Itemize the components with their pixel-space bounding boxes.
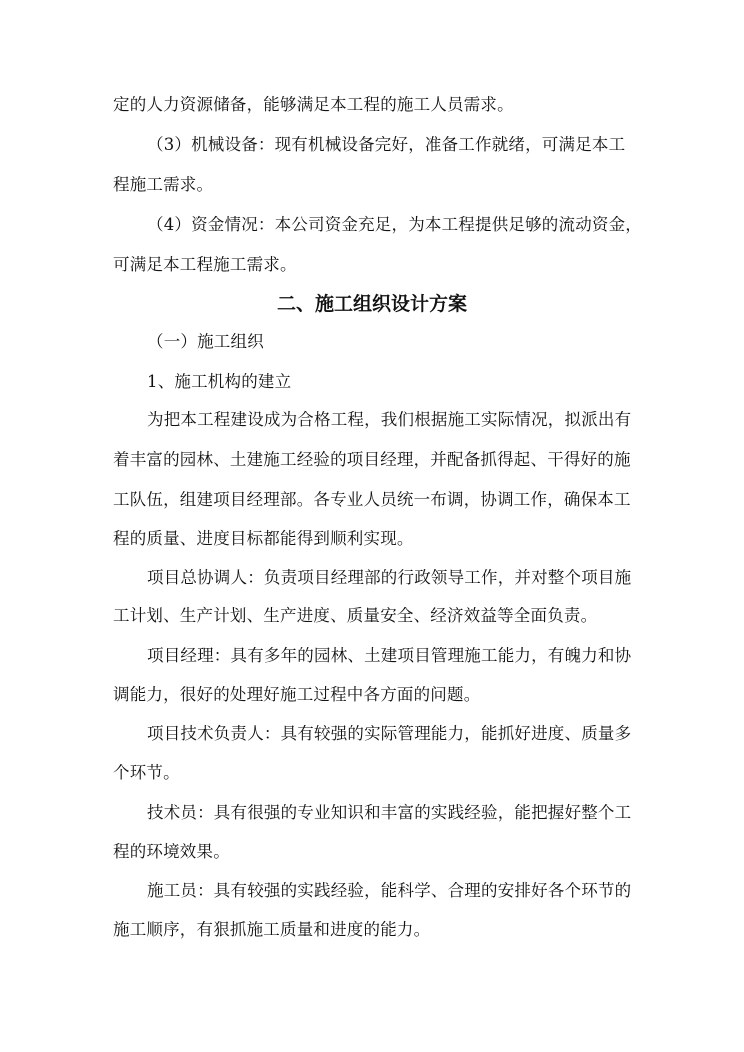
text-line: 项目总协调人：负责项目经理部的行政领导工作，并对整个项目施 [147, 568, 632, 587]
text-line: 着丰富的园林、土建施工经验的项目经理，并配备抓得起、干得好的施 [113, 450, 631, 469]
text-line: 项目经理：具有多年的园林、土建项目管理施工能力，有魄力和协 [147, 646, 632, 665]
text-line: 程施工需求。 [113, 175, 214, 194]
text-line: 定的人力资源储备，能够满足本工程的施工人员需求。 [113, 95, 514, 114]
text-line: 施工顺序，有狠抓施工质量和进度的能力。 [113, 920, 431, 939]
text-line: 技术员：具有很强的专业知识和丰富的实践经验，能把握好整个工 [147, 803, 632, 822]
subsection-heading: （一）施工组织 [147, 332, 264, 351]
text-line: 调能力，很好的处理好施工过程中各方面的问题。 [113, 685, 481, 704]
text-line: （4）资金情况：本公司资金充足，为本工程提供足够的流动资金， [147, 215, 642, 234]
text-line: 工计划、生产计划、生产进度、质量安全、经济效益等全面负责。 [113, 606, 598, 625]
text-line: 施工员：具有较强的实践经验，能科学、合理的安排好各个环节的 [147, 881, 632, 900]
text-line: 可满足本工程施工需求。 [113, 255, 297, 274]
subsection-heading: 1、施工机构的建立 [147, 372, 292, 391]
section-heading: 二、施工组织设计方案 [276, 293, 467, 315]
text-line: 项目技术负责人：具有较强的实际管理能力，能抓好进度、质量多 [147, 724, 632, 743]
text-line: 程的环境效果。 [113, 842, 230, 861]
text-line: 工队伍，组建项目经理部。各专业人员统一布调，协调工作，确保本工 [113, 490, 631, 509]
text-line: 个环节。 [113, 763, 180, 782]
text-line: （3）机械设备：现有机械设备完好，准备工作就绪，可满足本工 [147, 135, 626, 154]
text-line: 为把本工程建设成为合格工程，我们根据施工实际情况，拟派出有 [147, 410, 632, 429]
text-line: 程的质量、进度目标都能得到顺利实现。 [113, 529, 414, 548]
